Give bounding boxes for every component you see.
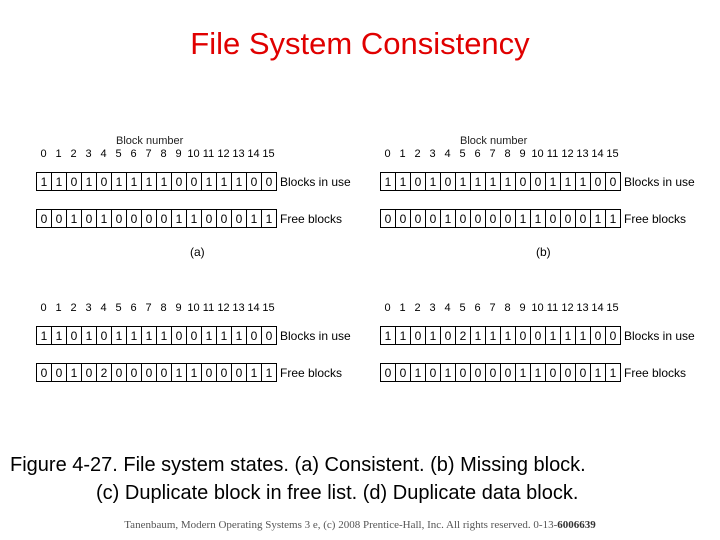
block-cell: 0 [471,210,486,227]
block-number: 0 [384,148,391,160]
block-number: 6 [130,148,137,160]
block-cell: 1 [381,327,396,344]
block-cell: 1 [486,173,501,190]
block-cell: 1 [67,364,82,381]
block-cell: 1 [82,173,97,190]
block-number: 7 [489,148,496,160]
block-number: 8 [160,148,167,160]
block-cell: 1 [112,327,127,344]
block-cell: 0 [67,173,82,190]
block-number: 10 [531,302,544,314]
block-cell: 0 [247,173,262,190]
block-cell: 1 [187,210,202,227]
block-cell: 0 [411,173,426,190]
footer-text: Tanenbaum, Modern Operating Systems 3 e, (c) 2008 Prentice-Hall, Inc. All rights reserved. 0-13- [124,519,558,531]
block-cell: 0 [247,327,262,344]
block-number: 12 [561,148,574,160]
block-cell: 2 [97,364,112,381]
block-cell: 1 [97,210,112,227]
block-number: 10 [531,148,544,160]
block-cell: 1 [396,327,411,344]
block-cell: 0 [82,210,97,227]
block-cell: 0 [112,364,127,381]
block-cell: 1 [561,173,576,190]
block-cell: 0 [411,327,426,344]
block-cell: 0 [172,327,187,344]
block-cell: 1 [232,327,247,344]
block-cell: 0 [37,210,52,227]
block-cell: 0 [202,210,217,227]
block-cell: 0 [127,210,142,227]
block-number: 15 [606,302,619,314]
block-cell: 0 [396,364,411,381]
block-cell: 0 [576,364,591,381]
block-cell: 0 [471,364,486,381]
block-cell: 0 [486,210,501,227]
block-cell: 1 [576,173,591,190]
block-cell: 1 [576,327,591,344]
block-cell: 1 [127,327,142,344]
free-blocks-label: Free blocks [280,366,343,380]
block-cell: 0 [576,210,591,227]
block-cell: 0 [142,210,157,227]
block-cell: 0 [381,364,396,381]
block-number: 2 [414,148,421,160]
block-cell: 0 [52,210,67,227]
block-cell: 0 [486,364,501,381]
caption-line-1: Figure 4-27. File system states. (a) Consistent. (b) Missing block. [10,454,586,476]
block-cell: 1 [381,173,396,190]
block-cell: 0 [531,173,546,190]
block-cell: 1 [265,365,273,380]
block-number: 11 [546,302,559,314]
block-number: 7 [145,148,152,160]
block-cell: 0 [202,364,217,381]
block-number: 12 [217,302,230,314]
block-number: 4 [100,302,107,314]
block-number: 11 [202,148,215,160]
block-number: 13 [232,148,245,160]
block-cell: 0 [381,210,396,227]
block-cell: 0 [172,173,187,190]
block-cell: 1 [441,364,456,381]
block-cell: 0 [456,364,471,381]
block-number: 5 [459,302,466,314]
block-number: 12 [217,148,230,160]
block-cell: 1 [531,210,546,227]
block-cell: 1 [609,365,617,380]
block-number: 2 [414,302,421,314]
block-number: 14 [591,148,604,160]
block-number: 0 [40,302,47,314]
block-cell: 0 [591,173,606,190]
block-number: 1 [399,302,406,314]
block-number: 14 [247,302,260,314]
block-cell: 0 [591,327,606,344]
panel-c [36,289,366,389]
block-number: 14 [591,302,604,314]
block-number: 3 [429,148,436,160]
block-cell: 0 [97,327,112,344]
block-cell: 0 [456,210,471,227]
block-cell: 1 [501,173,516,190]
block-number: 12 [561,302,574,314]
block-cell: 1 [112,173,127,190]
block-cell: 1 [202,327,217,344]
block-cell: 0 [561,210,576,227]
block-number: 13 [576,302,589,314]
block-cell: 0 [265,328,273,343]
block-cell: 1 [546,173,561,190]
block-cell: 0 [501,210,516,227]
block-number: 9 [175,302,182,314]
free-blocks-row [36,209,277,228]
panel-b [380,135,710,259]
block-cell: 0 [142,364,157,381]
block-cell: 0 [52,364,67,381]
block-number: 8 [504,302,511,314]
panel-d [380,289,710,389]
blocks-in-use-label: Blocks in use [280,175,351,189]
block-cell: 1 [52,173,67,190]
slide-title: File System Consistency [190,26,530,61]
block-cell: 1 [232,173,247,190]
block-cell: 1 [591,364,606,381]
free-blocks-row [36,363,277,382]
blocks-in-use-row [380,326,621,345]
block-cell: 1 [265,211,273,226]
block-number: 6 [474,148,481,160]
block-cell: 1 [247,364,262,381]
block-cell: 0 [411,210,426,227]
block-number: 8 [504,148,511,160]
block-number: 4 [100,148,107,160]
block-cell: 1 [187,364,202,381]
block-cell: 1 [516,364,531,381]
block-number: 10 [187,302,200,314]
block-cell: 0 [187,173,202,190]
block-number: 9 [519,148,526,160]
block-number: 10 [187,148,200,160]
free-blocks-label: Free blocks [624,366,687,380]
block-number: 5 [115,302,122,314]
block-number-row [36,302,276,316]
block-number: 11 [202,302,215,314]
block-cell: 0 [441,327,456,344]
block-cell: 0 [127,364,142,381]
block-cell: 0 [82,364,97,381]
copyright-footer [0,519,720,531]
block-number: 14 [247,148,260,160]
block-cell: 1 [456,173,471,190]
blocks-in-use-row [36,326,277,345]
block-cell: 1 [202,173,217,190]
blocks-in-use-label: Blocks in use [624,329,695,343]
block-cell: 1 [247,210,262,227]
block-cell: 1 [172,210,187,227]
block-number: 2 [70,148,77,160]
block-cell: 0 [441,173,456,190]
block-cell: 0 [531,327,546,344]
block-cell: 2 [456,327,471,344]
block-number-row [380,148,620,162]
block-cell: 0 [561,364,576,381]
panel-a [36,135,366,259]
panel-label: (b) [536,245,551,259]
block-cell: 1 [609,211,617,226]
block-cell: 1 [157,327,172,344]
block-cell: 1 [501,327,516,344]
block-number-label: Block number [460,135,528,147]
blocks-in-use-label: Blocks in use [280,329,351,343]
blocks-in-use-label: Blocks in use [624,175,695,189]
block-cell: 1 [37,327,52,344]
block-cell: 1 [142,173,157,190]
block-number: 15 [606,148,619,160]
block-number: 8 [160,302,167,314]
block-cell: 1 [531,364,546,381]
block-cell: 0 [546,210,561,227]
block-cell: 1 [172,364,187,381]
block-number: 13 [576,148,589,160]
block-number: 5 [115,148,122,160]
free-blocks-label: Free blocks [280,212,343,226]
block-cell: 1 [396,173,411,190]
block-cell: 0 [501,364,516,381]
block-number: 6 [130,302,137,314]
block-cell: 0 [516,173,531,190]
block-cell: 1 [471,173,486,190]
block-number: 6 [474,302,481,314]
block-number: 9 [519,302,526,314]
block-cell: 0 [516,327,531,344]
block-cell: 1 [217,173,232,190]
block-number: 7 [489,302,496,314]
block-cell: 0 [609,328,617,343]
block-cell: 1 [82,327,97,344]
block-cell: 0 [609,174,617,189]
block-cell: 0 [232,364,247,381]
block-cell: 0 [265,174,273,189]
block-cell: 1 [516,210,531,227]
block-cell: 1 [486,327,501,344]
block-cell: 1 [546,327,561,344]
block-cell: 0 [97,173,112,190]
block-cell: 1 [52,327,67,344]
block-cell: 1 [142,327,157,344]
figure-caption [10,451,710,507]
blocks-in-use-row [380,172,621,191]
block-cell: 1 [37,173,52,190]
block-cell: 1 [591,210,606,227]
block-cell: 1 [67,210,82,227]
block-number: 1 [55,302,62,314]
caption-line-2: (c) Duplicate block in free list. (d) Duplicate data block. [96,482,579,504]
blocks-in-use-row [36,172,277,191]
block-cell: 1 [157,173,172,190]
block-number-row [380,302,620,316]
free-blocks-row [380,363,621,382]
block-cell: 0 [546,364,561,381]
block-number: 3 [429,302,436,314]
block-cell: 0 [112,210,127,227]
block-cell: 1 [471,327,486,344]
block-cell: 0 [217,210,232,227]
block-cell: 0 [396,210,411,227]
block-number: 9 [175,148,182,160]
block-cell: 0 [37,364,52,381]
block-number: 13 [232,302,245,314]
block-cell: 1 [561,327,576,344]
free-blocks-label: Free blocks [624,212,687,226]
block-number: 5 [459,148,466,160]
block-number: 1 [55,148,62,160]
block-cell: 0 [426,364,441,381]
block-cell: 1 [127,173,142,190]
block-cell: 1 [426,327,441,344]
block-number: 4 [444,148,451,160]
block-number-label: Block number [116,135,184,147]
block-number: 3 [85,148,92,160]
block-number: 0 [384,302,391,314]
block-number: 0 [40,148,47,160]
block-cell: 0 [217,364,232,381]
block-cell: 0 [426,210,441,227]
block-number: 4 [444,302,451,314]
block-cell: 1 [441,210,456,227]
panel-label: (a) [190,245,205,259]
block-cell: 1 [411,364,426,381]
block-number: 15 [262,148,275,160]
block-number-row [36,148,276,162]
block-number: 3 [85,302,92,314]
footer-isbn: 6006639 [557,519,596,531]
block-cell: 0 [232,210,247,227]
free-blocks-row [380,209,621,228]
block-number: 2 [70,302,77,314]
block-number: 1 [399,148,406,160]
block-number: 7 [145,302,152,314]
block-cell: 1 [426,173,441,190]
block-cell: 0 [187,327,202,344]
block-cell: 0 [157,364,172,381]
block-cell: 1 [217,327,232,344]
block-number: 15 [262,302,275,314]
block-number: 11 [546,148,559,160]
block-cell: 0 [157,210,172,227]
block-cell: 0 [67,327,82,344]
